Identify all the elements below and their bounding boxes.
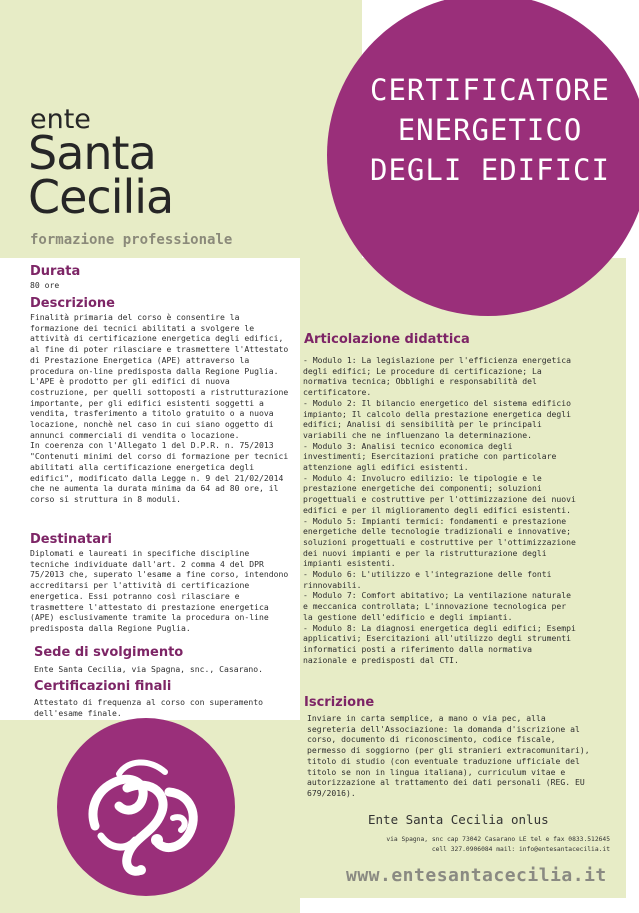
descrizione-heading: Descrizione	[30, 296, 115, 311]
course-title	[340, 70, 639, 190]
course-title-line3: DEGLI EDIFICI	[370, 153, 610, 187]
footer-address-line2: cell 327.0906084 mail: info@entesantacecilia.it	[431, 846, 610, 853]
articolazione-body: - Modulo 1: La legislazione per l'efficienza energetica degli edifici; Le procedure di certificazione; La normativa tecnica; Obblighi e responsabilità del certificatore. - Modulo 2: Il bilancio energetico del sistema edificio impianto; Il calcolo della prestazione energetica degli edifici; Analisi di sensibilità per le principali variabili che ne influenzano la determinazione. - Modulo 3: Analisi tecnico economica degli investimenti; Esercitazioni pratiche con particolare attenzione agli edifici esistenti. - Modulo 4: Involucro edilizio: le tipologie e le prestazione energetiche dei componenti; soluzioni progettuali e costruttive per l'ottimizzazione dei nuovi edifici e per il miglioramento degli edifici esistenti. - Modulo 5: Impianti termici: fondamenti e prestazione energetiche delle tecnologie tradizionali e innovative; soluzioni progettuali e costruttive per l'ottimizzazione dei nuovi impianti e per la ristrutturazione degli impianti esistenti. - Modulo 6: L'utilizzo e l'integrazione delle fonti rinnovabili. - Modulo 7: Comfort abitativo; La ventilazione naturale e meccanica controllata; L'innovazione tecnologica per la gestione dell'edificio e degli impianti. - Modulo 8: La diagnosi energetica degli edifici; Esempi applicativi; Esercitazioni all'utilizzo degli strumenti informatici posti a riferimento dalla normativa nazionale e predisposti dal CTI.	[303, 355, 576, 665]
iscrizione-heading: Iscrizione	[304, 695, 375, 710]
brand-santa: Santa	[28, 126, 156, 180]
sc-monogram-icon	[57, 718, 235, 896]
durata-body: 80 ore	[30, 280, 60, 290]
footer-organization: Ente Santa Cecilia onlus	[368, 812, 549, 827]
brand-subtitle: formazione professionale	[30, 232, 233, 248]
course-title-line1: CERTIFICATORE	[370, 73, 610, 107]
certificazioni-body: Attestato di frequenza al corso con superamento dell'esame finale.	[34, 697, 264, 718]
destinatari-body: Diplomati e laureati in specifiche discipline tecniche individuate dall'art. 2 comma 4 del DPR 75/2013 che, superato l'esame a fine corso, intendono accreditarsi per l'attività di certificazione energetica. Essi potranno così rilasciare e trasmettere l'attestato di prestazione energetica (APE) esclusivamente tramite la procedura on-line predisposta dalla Regione Puglia.	[30, 548, 289, 633]
certificazioni-heading: Certificazioni finali	[34, 679, 172, 694]
footer-website-link[interactable]: www.entesantacecilia.it	[346, 865, 607, 886]
brand-cecilia: Cecilia	[28, 170, 174, 224]
descrizione-body: Finalità primaria del corso è consentire la formazione dei tecnici abilitati a svolgere le attività di certificazione energetica degli edifici, al fine di poter rilasciare e trasmettere l'Attestato di Prestazione Energetica (APE) attraverso la procedura on-line predisposta dalla Regione Puglia. L'APE è prodotto per gli edifici di nuova costruzione, per quelli sottoposti a ristrutturazione importante, per gli edifici esistenti soggetti a vendita, trasferimento a titolo gratuito o a nuova locazione, nonchè nel caso in cui siano oggetto di annunci commerciali di vendita o locazione. In coerenza con l'Allegato 1 del D.P.R. n. 75/2013 "Contenuti minimi del corso di formazione per tecnici abilitati alla certificazione energetica degli edifici", modificato dalla Legge n. 9 del 21/02/2014 che ne aumenta la durata minima da 64 ad 80 ore, il corso si struttura in 8 moduli.	[30, 312, 289, 504]
footer-address-line1: via Spagna, snc cap 73042 Casarano LE tel e fax 0833.512645	[386, 836, 610, 843]
sede-body: Ente Santa Cecilia, via Spagna, snc., Casarano.	[34, 664, 264, 674]
articolazione-heading: Articolazione didattica	[304, 332, 470, 347]
logo-circle	[57, 718, 235, 896]
sede-heading: Sede di svolgimento	[34, 645, 184, 660]
destinatari-heading: Destinatari	[30, 532, 112, 547]
durata-heading: Durata	[30, 264, 81, 279]
course-title-line2: ENERGETICO	[397, 113, 583, 147]
footer-address	[352, 835, 610, 855]
iscrizione-body: Inviare in carta semplice, a mano o via pec, alla segreteria dell'Associazione: la domanda d'iscrizione al corso, documento di riconoscimento, codice fiscale, permesso di soggiorno (per gli stranieri extracomunitari), titolo di studio (con eventuale traduzione ufficiale del titolo se non in lingua italiana), curriculum vitae e autorizzazione al trattamento dei dati personali (REG. EU 679/2016).	[307, 713, 590, 798]
brand-ente: ente	[30, 104, 91, 135]
